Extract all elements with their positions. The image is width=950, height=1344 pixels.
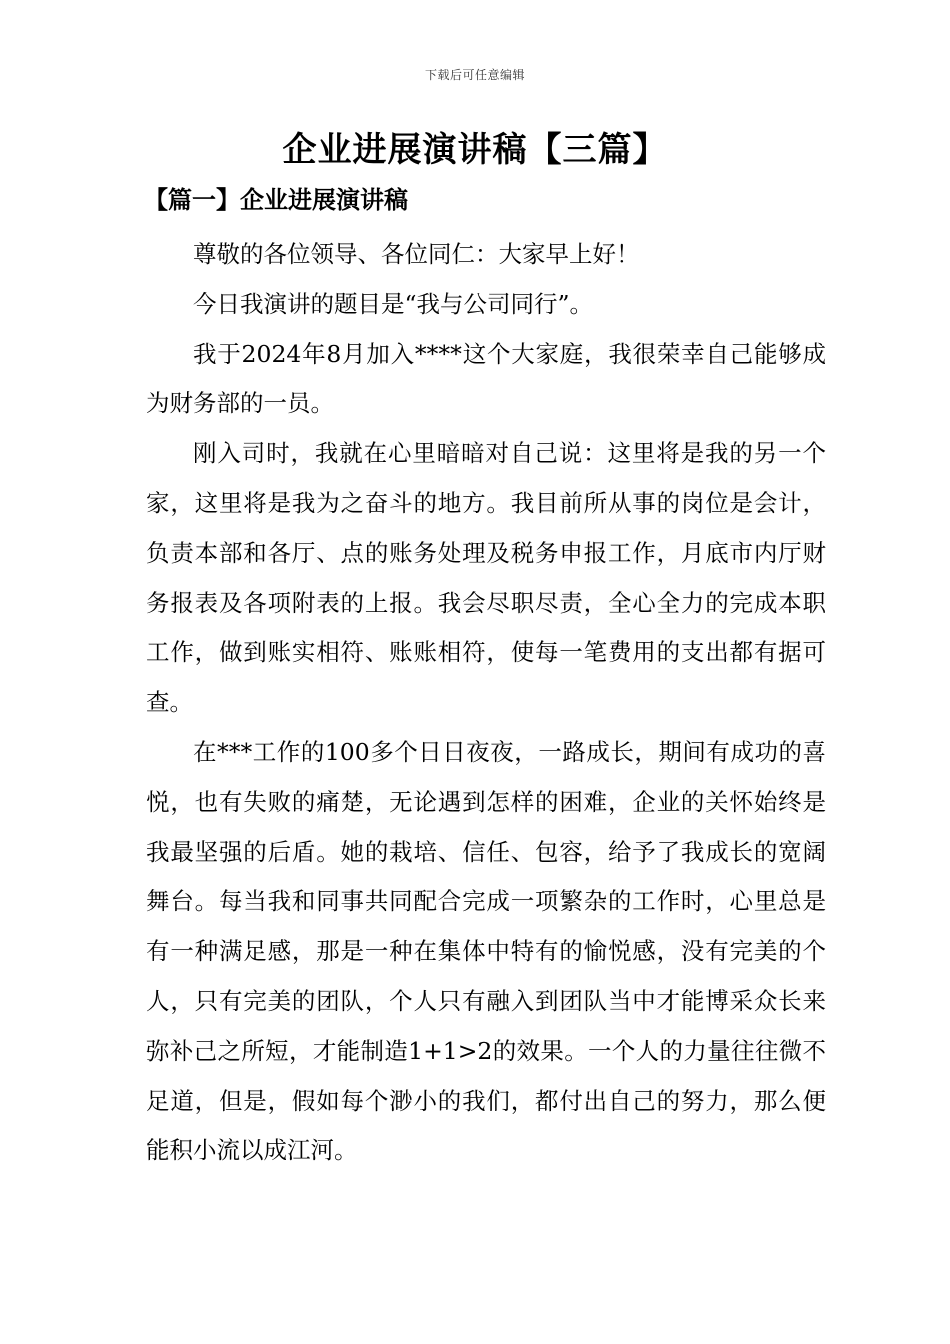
paragraph: 我于2024年8月加入****这个大家庭，我很荣幸自己能够成为财务部的一员。 xyxy=(146,339,826,418)
section-heading: 【篇一】企业进展演讲稿 xyxy=(144,185,408,214)
paragraph: 刚入司时，我就在心里暗暗对自己说：这里将是我的另一个家，这里将是我为之奋斗的地方。我目前所从事的岗位是会计，负责本部和各厅、点的账务处理及税务申报工作，月底市内厅财务报表及各项附表的上报。我会尽职尽责，全心全力的完成本职工作，做到账实相符、账账相符，使每一笔费用的支出都有据可查。 xyxy=(146,439,826,717)
paragraph: 在***工作的100多个日日夜夜，一路成长，期间有成功的喜悦，也有失败的痛楚，无论遇到怎样的困难，企业的关怀始终是我最坚强的后盾。她的栽培、信任、包容，给予了我成长的宽阔舞台。每当我和同事共同配合完成一项繁杂的工作时，心里总是有一种满足感，那是一种在集体中特有的愉悦感，没有完美的个人，只有完美的团队，个人只有融入到团队当中才能博采众长来弥补己之所短，才能制造1+1>2的效果。一个人的力量往往微不足道，但是，假如每个渺小的我们，都付出自己的努力，那么便能积小流以成江河。 xyxy=(146,737,826,1165)
document-title: 企业进展演讲稿【三篇】 xyxy=(282,130,668,170)
body-text xyxy=(146,230,826,1176)
header-note: 下载后可任意编辑 xyxy=(424,68,525,82)
paragraph: 今日我演讲的题目是“我与公司同行”。 xyxy=(193,289,594,318)
paragraph: 尊敬的各位领导、各位同仁：大家早上好！ xyxy=(193,240,640,268)
